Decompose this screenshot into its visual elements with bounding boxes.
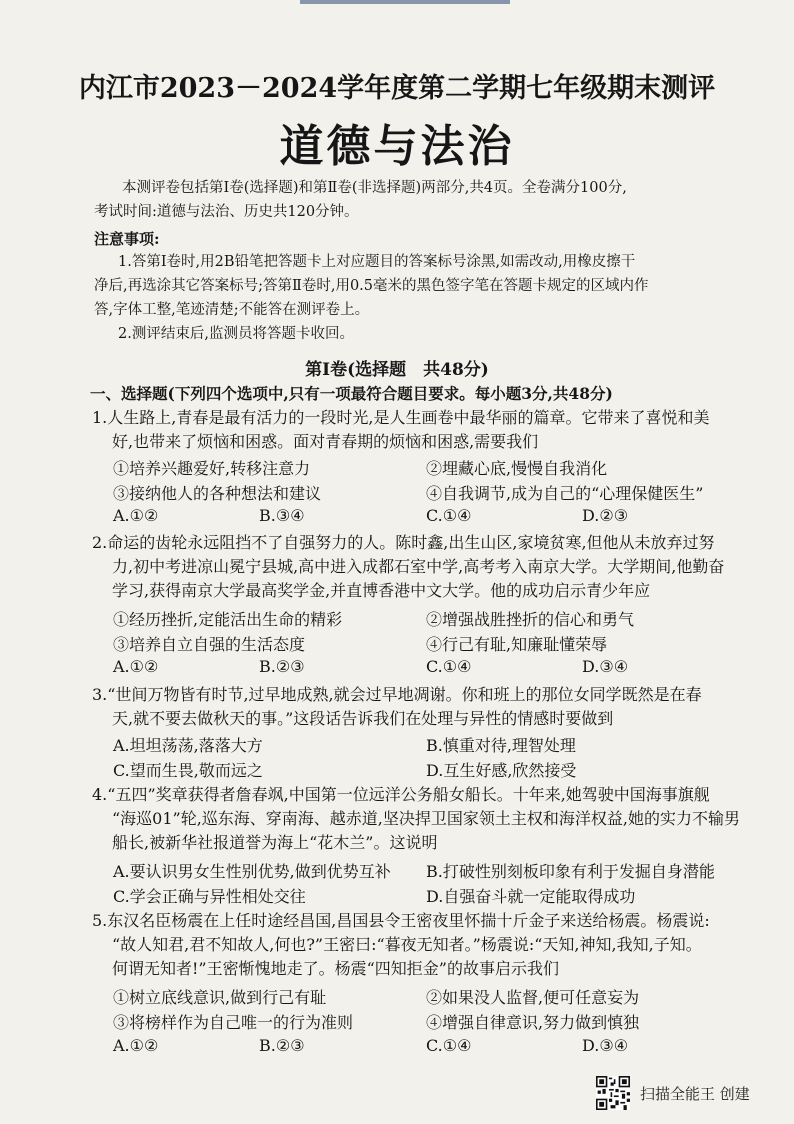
note-1-line-1: 1.答第Ⅰ卷时,用2B铅笔把答题卡上对应题目的答案标号涂黑,如需改动,用橡皮擦干 <box>118 254 636 270</box>
exam-title: 内江市2023－2024学年度第二学期七年级期末测评 <box>78 73 716 104</box>
question-4-line-1: 4.“五四”奖章获得者詹春飒,中国第一位远洋公务船女船长。十年来,她驾驶中国海事旗舰 <box>92 785 710 804</box>
q2-item-2: ②增强战胜挫折的信心和勇气 <box>426 610 635 629</box>
scan-edge-mark <box>300 0 510 4</box>
q5-choice-d: D.③④ <box>582 1036 629 1055</box>
intro-line-2: 考试时间:道德与法治、历史共120分钟。 <box>94 204 359 220</box>
q4-choice-b: B.打破性别刻板印象有利于发掘自身潜能 <box>426 862 715 881</box>
question-5-line-2: “故人知君,君不知故人,何也?”王密曰:“暮夜无知者。”杨震说:“天知,神知,我知,子知。 <box>112 935 702 954</box>
q2-choice-b: B.②③ <box>259 657 305 676</box>
q4-choice-d: D.自强奋斗就一定能取得成功 <box>426 887 636 906</box>
q5-item-3: ③将榜样作为自己唯一的行为准则 <box>113 1013 354 1032</box>
question-3 <box>92 683 752 731</box>
q4-choice-a: A.要认识男女生性别优势,做到优势互补 <box>113 862 391 881</box>
question-2-line-2: 力,初中考进凉山冕宁县城,高中进入成都石室中学,高考考入南京大学。大学期间,他勤奋 <box>112 557 725 576</box>
q2-item-1: ①经历挫折,定能活出生命的精彩 <box>113 610 343 629</box>
q2-choice-d: D.③④ <box>582 657 629 676</box>
note-1-line-3: 答,字体工整,笔迹清楚;不能答在测评卷上。 <box>94 302 370 318</box>
section-title: 第Ⅰ卷(选择题 共48分) <box>305 360 489 380</box>
q1-choice-b: B.③④ <box>259 506 305 525</box>
question-4-line-2: “海巡01”轮,巡东海、穿南海、越赤道,坚决捍卫国家领土主权和海洋权益,她的实力不输男 <box>112 809 740 828</box>
q5-choice-a: A.①② <box>113 1036 159 1055</box>
question-4-line-3: 船长,被新华社报道誉为海上“花木兰”。这说明 <box>112 833 438 852</box>
q1-item-1: ①培养兴趣爱好,转移注意力 <box>113 459 311 478</box>
question-1-line-1: 1.人生路上,青春是最有活力的一段时光,是人生画卷中最华丽的篇章。它带来了喜悦和美 <box>92 408 710 427</box>
intro-line-1: 本测评卷包括第Ⅰ卷(选择题)和第Ⅱ卷(非选择题)两部分,共4页。全卷满分100分, <box>122 180 627 196</box>
question-5 <box>92 909 752 981</box>
qr-code-icon <box>596 1076 630 1110</box>
q5-choice-b: B.②③ <box>259 1036 305 1055</box>
question-1-line-2: 好,也带来了烦恼和困惑。面对青春期的烦恼和困惑,需要我们 <box>112 432 539 451</box>
q2-item-4: ④行己有耻,知廉耻懂荣辱 <box>426 635 608 654</box>
note-1-line-2: 净后,再选涂其它答案标号;答第Ⅱ卷时,用0.5毫米的黑色签字笔在答题卡规定的区域内作 <box>94 278 649 294</box>
q5-choice-c: C.①④ <box>426 1036 472 1055</box>
q3-choice-b: B.慎重对待,理智处理 <box>426 736 576 755</box>
section-instructions: 一、选择题(下列四个选项中,只有一项最符合题目要求。每小题3分,共48分) <box>90 384 613 403</box>
q1-item-2: ②埋藏心底,慢慢自我消化 <box>426 459 608 478</box>
q1-choice-c: C.①④ <box>426 506 472 525</box>
question-1 <box>92 406 752 454</box>
q3-choice-d: D.互生好感,欣然接受 <box>426 761 577 780</box>
q1-choice-d: D.②③ <box>582 506 629 525</box>
scanner-watermark <box>596 1076 750 1110</box>
q5-item-2: ②如果没人监督,便可任意妄为 <box>426 988 640 1007</box>
question-3-line-1: 3.“世间万物皆有时节,过早地成熟,就会过早地凋谢。你和班上的那位女同学既然是在春 <box>92 685 702 704</box>
question-2-line-1: 2.命运的齿轮永远阻挡不了自强努力的人。陈时鑫,出生山区,家境贫寒,但他从未放弃过努 <box>92 533 715 552</box>
question-2 <box>92 531 752 603</box>
watermark-text: 扫描全能王 创建 <box>640 1084 750 1103</box>
q1-item-4: ④自我调节,成为自己的“心理保健医生” <box>426 484 704 503</box>
q2-choice-a: A.①② <box>113 657 159 676</box>
question-2-line-3: 学习,获得南京大学最高奖学金,并直博香港中文大学。他的成功启示青少年应 <box>112 581 651 600</box>
question-3-line-2: 天,就不要去做秋天的事。”这段话告诉我们在处理与异性的情感时要做到 <box>112 709 614 728</box>
question-5-line-1: 5.东汉名臣杨震在上任时途经昌国,昌国县令王密夜里怀揣十斤金子来送给杨震。杨震说: <box>92 911 710 930</box>
q1-choice-a: A.①② <box>113 506 159 525</box>
q3-choice-a: A.坦坦荡荡,落落大方 <box>113 736 263 755</box>
q4-choice-c: C.学会正确与异性相处交往 <box>113 887 306 906</box>
note-2: 2.测评结束后,监测员将答题卡收回。 <box>118 326 354 342</box>
q2-item-3: ③培养自立自强的生活态度 <box>113 635 306 654</box>
q1-item-3: ③接纳他人的各种想法和建议 <box>113 484 322 503</box>
q5-item-1: ①树立底线意识,做到行己有耻 <box>113 988 327 1007</box>
q2-choice-c: C.①④ <box>426 657 472 676</box>
subject-title: 道德与法治 <box>279 121 515 172</box>
q3-choice-c: C.望而生畏,敬而远之 <box>113 761 263 780</box>
q5-item-4: ④增强自律意识,努力做到慎独 <box>426 1013 640 1032</box>
notes-heading: 注意事项: <box>94 230 160 248</box>
question-5-line-3: 何谓无知者!”王密惭愧地走了。杨震“四知拒金”的故事启示我们 <box>112 959 559 978</box>
question-4 <box>92 783 752 855</box>
